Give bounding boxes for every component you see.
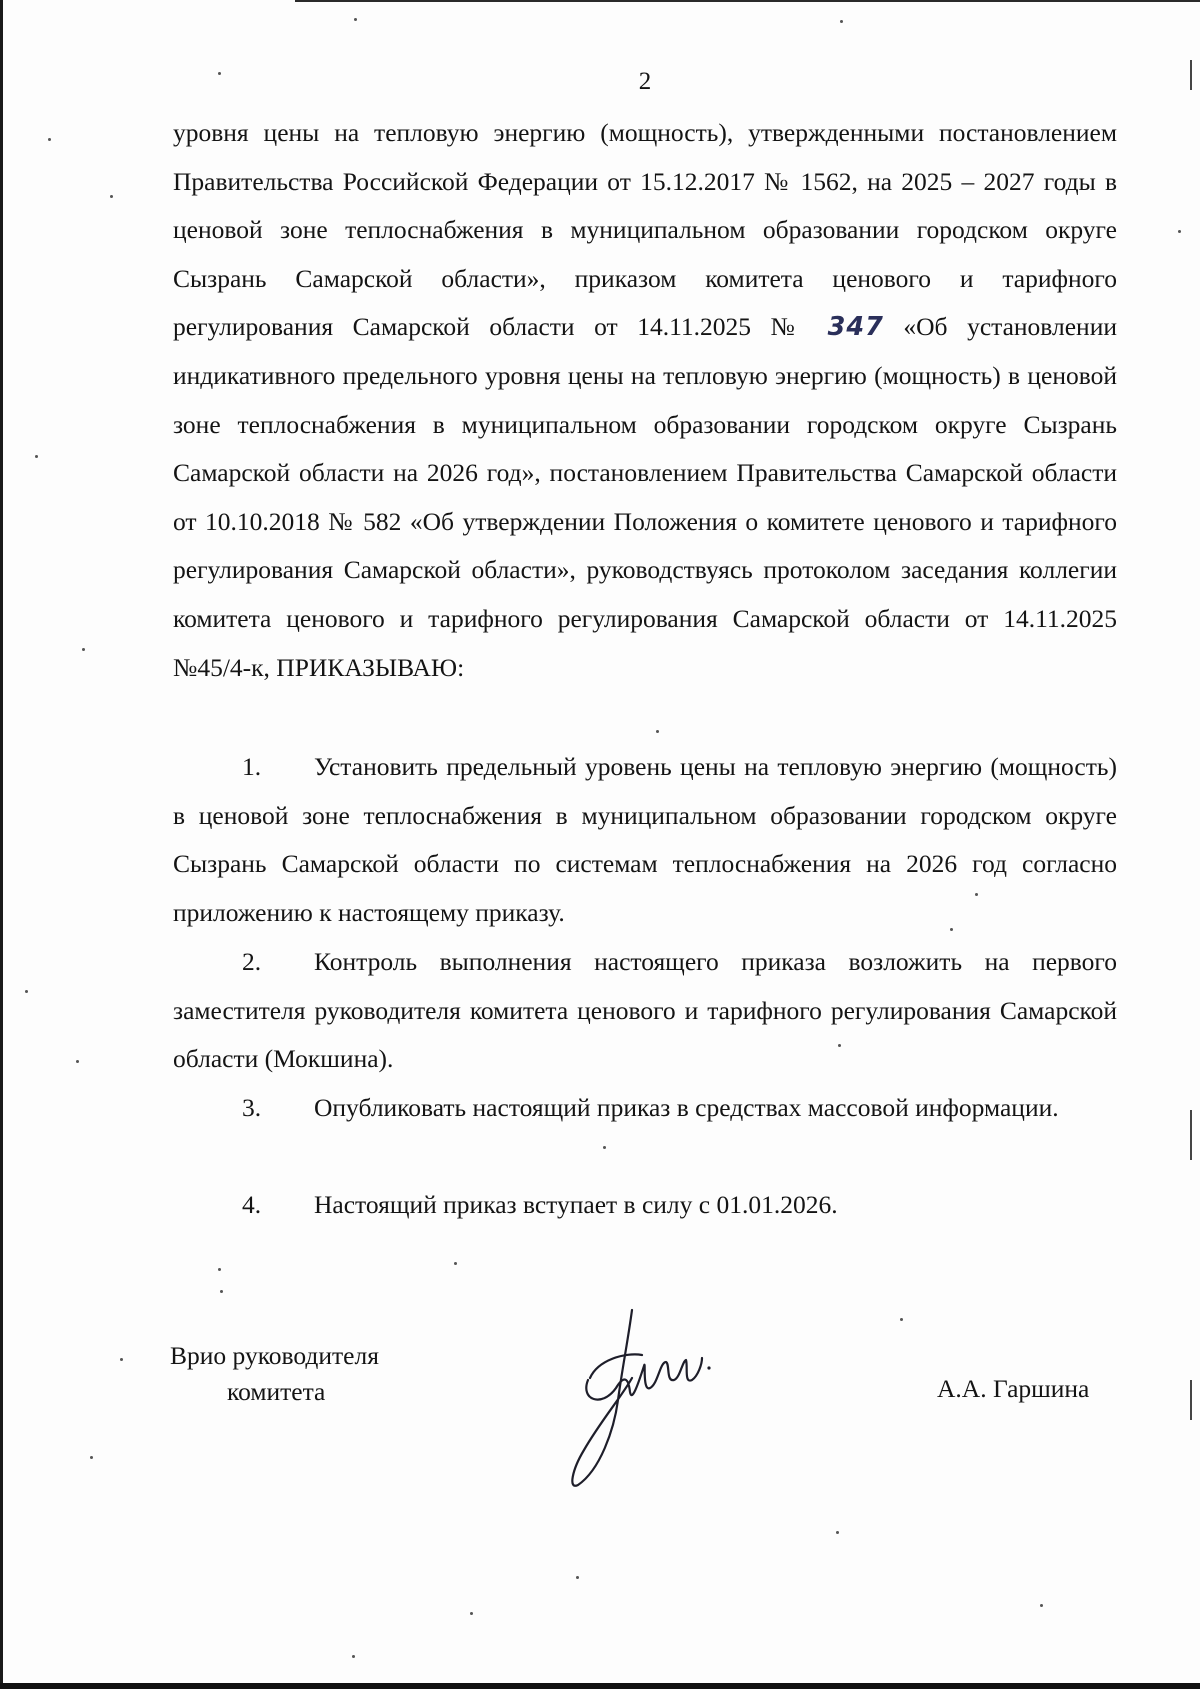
order-item-2 [173, 938, 1117, 1084]
item-text: Настоящий приказ вступает в силу с 01.01.2026. [314, 1190, 838, 1219]
scan-mark [1190, 1110, 1192, 1160]
scan-speck [25, 990, 28, 993]
handwritten-order-number: 347 [827, 312, 884, 343]
item-number: 2. [242, 947, 262, 976]
scan-speck [352, 1655, 355, 1658]
signatory-position-line2: комитета [227, 1377, 326, 1406]
scan-speck [218, 1268, 221, 1271]
item-text: Установить предельный уровень цены на тепловую энергию (мощность) в ценовой зоне теплоснабжения в муниципальном образовании городском округе Сызрань Самарской области по системам теплоснабжения на 2026 год согласно приложению к настоящему приказу. [173, 752, 1117, 927]
order-item-1 [173, 743, 1117, 937]
scan-mark [1190, 1380, 1192, 1420]
item-text: Опубликовать настоящий приказ в средствах массовой информации. [314, 1093, 1059, 1122]
intro-text-after: «Об установлении индикативного предельного уровня цены на тепловую энергию (мощность) в ценовой зоне теплоснабжения в муниципальном образовании городском округе Сызрань Самарской области на 2026 год», постановлением Правительства Самарской области от 10.10.2018 № 582 «Об утверждении Положения о комитете ценового и тарифного регулирования Самарской области», руководствуясь протоколом заседания коллегии комитета ценового и тарифного регулирования Самарской области от 14.11.2025 №45/4-к, ПРИКАЗЫВАЮ: [173, 312, 1117, 682]
scan-edge-left [0, 0, 3, 1689]
scan-speck [1178, 230, 1181, 233]
scan-speck [603, 1146, 606, 1149]
signatory-position-line1: Врио руководителя [170, 1341, 379, 1370]
intro-paragraph [173, 109, 1117, 692]
scan-speck [90, 1456, 93, 1459]
scan-speck [220, 1290, 223, 1293]
scan-speck [48, 138, 51, 141]
page-number: 2 [638, 68, 652, 95]
order-item-4 [173, 1181, 1117, 1230]
signatory-name: А.А. Гаршина [937, 1374, 1090, 1403]
scan-speck [76, 1060, 79, 1063]
scan-speck [354, 18, 357, 21]
scan-edge-bottom [0, 1683, 1200, 1689]
item-number: 3. [242, 1093, 262, 1122]
scan-speck [82, 648, 85, 651]
handwritten-signature [570, 1300, 730, 1490]
scan-speck [836, 1531, 839, 1534]
item-text: Контроль выполнения настоящего приказа возложить на первого заместителя руководителя комитета ценового и тарифного регулирования Самарской области (Мокшина). [173, 947, 1117, 1074]
scan-speck [110, 195, 113, 198]
scan-speck [1040, 1604, 1043, 1607]
order-item-3 [173, 1084, 1117, 1133]
item-number: 1. [242, 752, 262, 781]
scan-speck [35, 455, 38, 458]
scan-speck [656, 730, 659, 733]
scan-edge-top [295, 0, 1200, 2]
scan-speck [900, 1318, 903, 1321]
scan-speck [840, 20, 843, 23]
item-number: 4. [242, 1190, 262, 1219]
scan-speck [120, 1358, 123, 1361]
scan-speck [576, 1576, 579, 1579]
intro-text-before: уровня цены на тепловую энергию (мощность), утвержденными постановлением Правительства Российской Федерации от 15.12.2017 № 1562, на 2025 – 2027 годы в ценовой зоне теплоснабжения в муниципальном образовании городском округе Сызрань Самарской области», приказом комитета ценового и тарифного регулирования Самарской области от 14.11.2025 № [173, 118, 1117, 342]
scan-speck [454, 1262, 457, 1265]
scan-speck [470, 1612, 473, 1615]
signatory-position [170, 1338, 379, 1410]
